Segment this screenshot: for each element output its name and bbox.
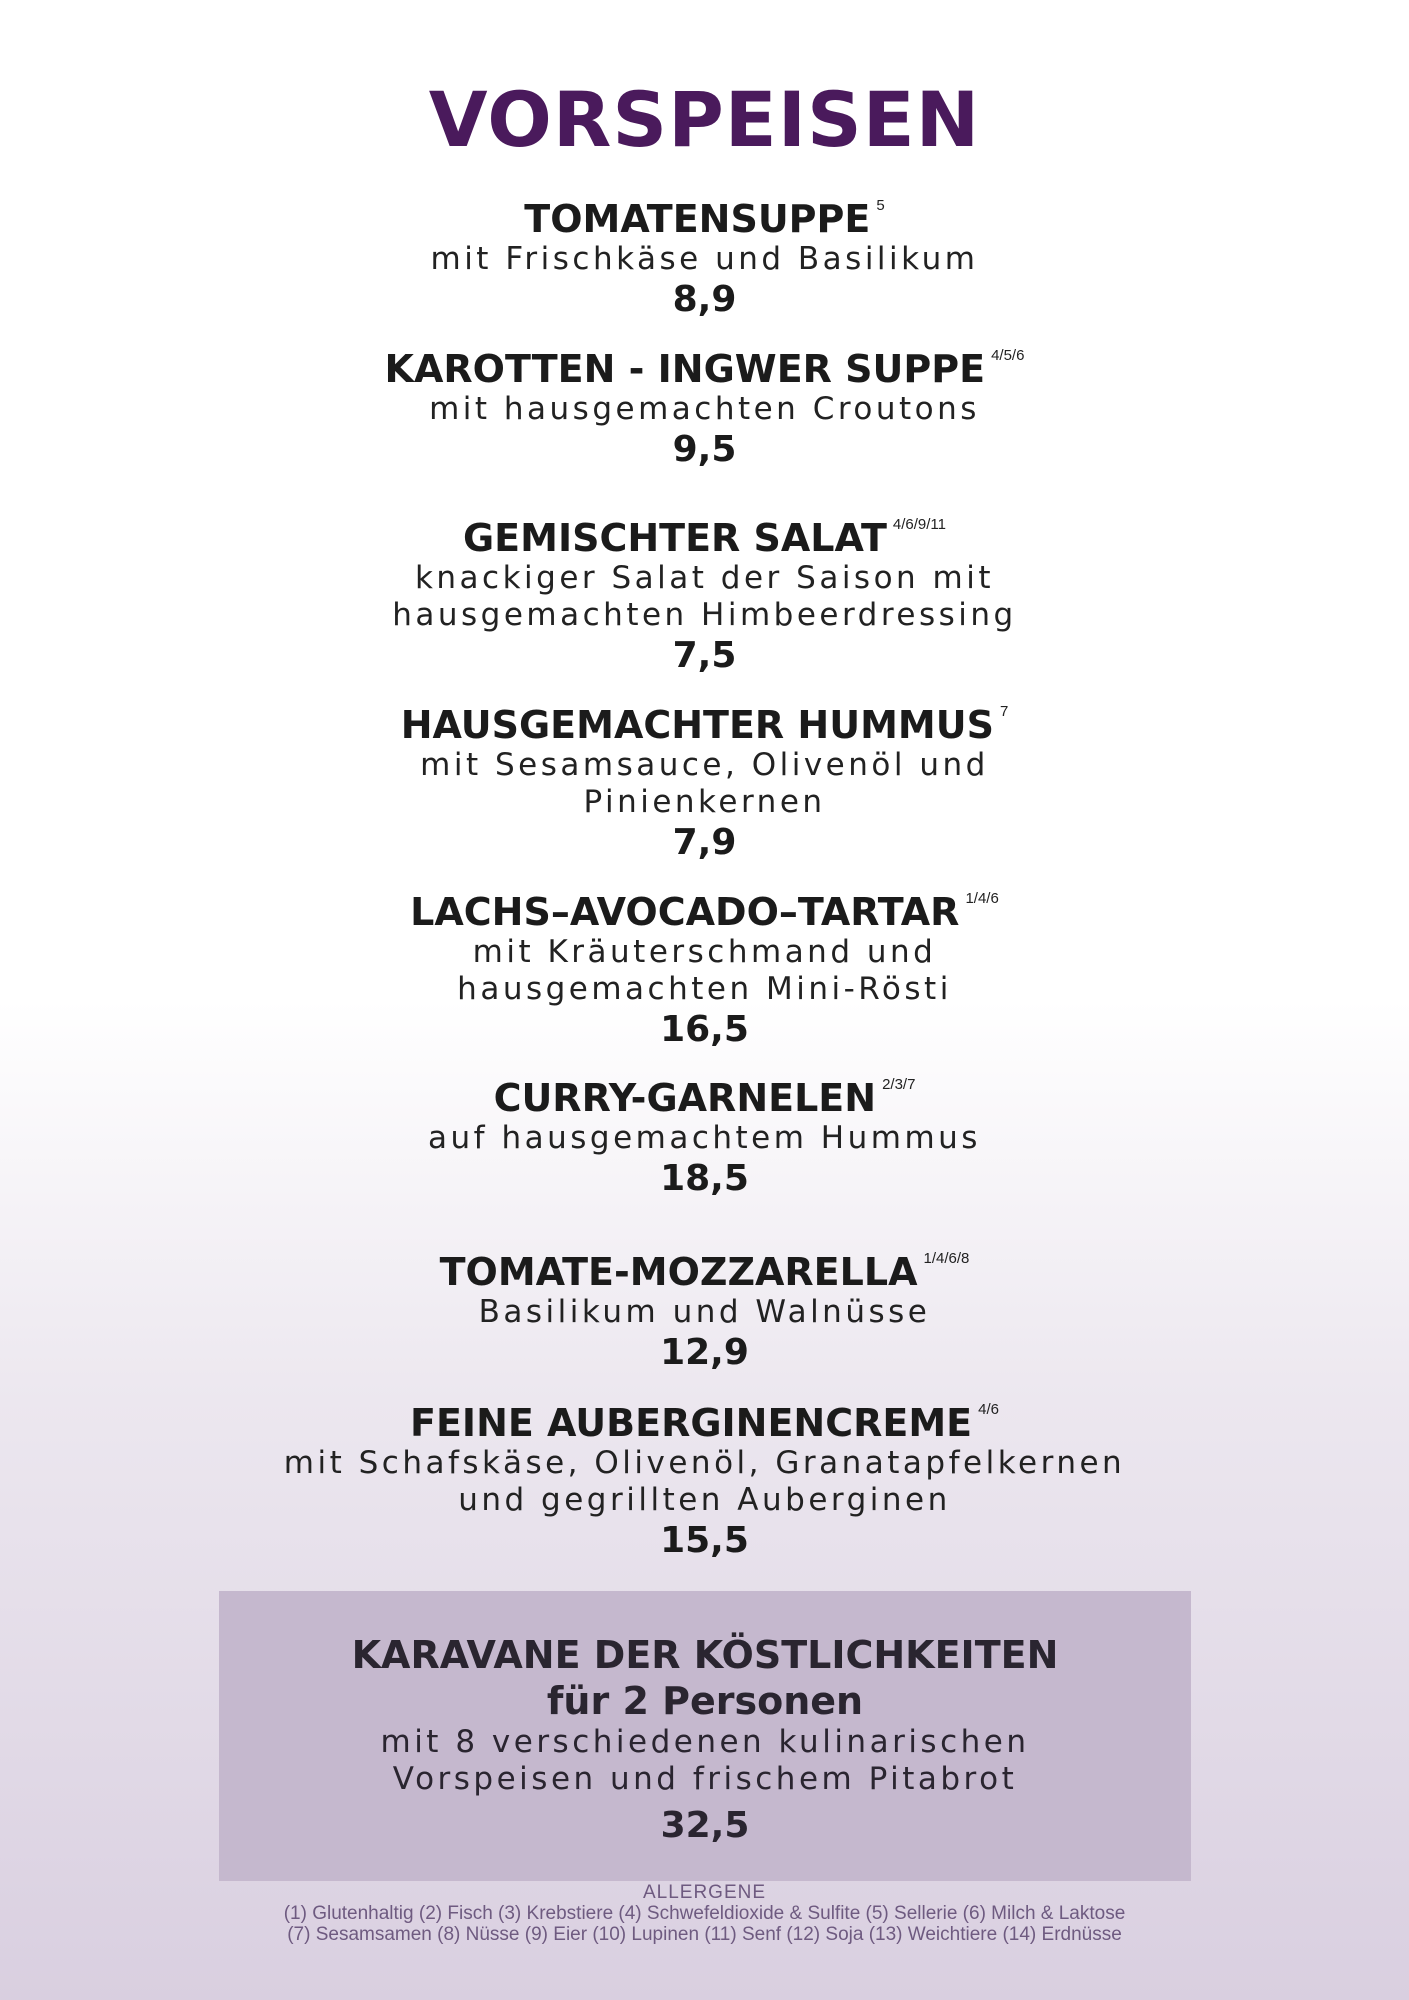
item-description: auf hausgemachtem Hummus [428, 1120, 981, 1156]
allergen-codes: 4/6 [978, 1401, 999, 1418]
item-name: HAUSGEMACHTER HUMMUS $^7$ [400, 703, 1009, 747]
item-price: 18,5 [660, 1158, 749, 1199]
item-price: 8,9 [672, 279, 737, 320]
item-description: mit Frischkäse und Basilikum [430, 241, 979, 277]
menu-item-lachs-avocado-tartar [0, 877, 1409, 1052]
special-offer [219, 1632, 1191, 1848]
special-name: KARAVANE DER KÖSTLICHKEITEN [351, 1633, 1059, 1677]
item-name: LACHS–AVOCADO–TARTAR $^{1/4/6}$ [410, 890, 999, 934]
allergen-heading: ALLERGENE [642, 1882, 767, 1903]
item-description-line: hausgemachten Mini-Rösti [457, 971, 952, 1007]
menu-item-feine-auberginencreme [0, 1388, 1409, 1563]
item-name: TOMATE-MOZZARELLA $^{1/4/6/8}$ [439, 1250, 970, 1294]
menu-item-tomatensuppe [0, 184, 1409, 322]
item-name: GEMISCHTER SALAT $^{4/6/9/11}$ [462, 516, 946, 560]
page-title: VORSPEISEN [428, 75, 981, 164]
allergen-codes: 1/4/6/8 [923, 1250, 970, 1267]
special-subtitle: für 2 Personen [546, 1679, 864, 1723]
item-description-line: und gegrillten Auberginen [458, 1482, 951, 1518]
special-price: 32,5 [660, 1805, 750, 1846]
item-price: 16,5 [660, 1009, 749, 1050]
allergen-codes: 4/6/9/11 [892, 516, 946, 533]
item-price: 7,9 [672, 822, 737, 863]
menu-item-curry-garnelen [0, 1063, 1409, 1201]
item-description-line: mit Sesamsauce, Olivenöl und [420, 747, 989, 783]
item-name: KAROTTEN - INGWER SUPPE $^{4/5/6}$ [384, 347, 1025, 391]
menu-item-gemischter-salat [0, 503, 1409, 678]
menu-item-karotten-ingwer-suppe [0, 334, 1409, 472]
item-description-line: mit Schafskäse, Olivenöl, Granatapfelkernen [283, 1445, 1126, 1481]
item-name: FEINE AUBERGINENCREME $^{4/6}$ [410, 1401, 999, 1445]
special-description-line: Vorspeisen und frischem Pitabrot [392, 1761, 1018, 1797]
item-description: Basilikum und Walnüsse [478, 1294, 931, 1330]
special-description-line: mit 8 verschiedenen kulinarischen [380, 1724, 1030, 1760]
item-name: CURRY-GARNELEN $^{2/3/7}$ [493, 1076, 916, 1120]
item-description-line: knackiger Salat der Saison mit [414, 560, 995, 596]
allergen-codes: 5 [876, 197, 885, 214]
item-price: 9,5 [672, 429, 737, 470]
allergen-codes: 4/5/6 [991, 347, 1025, 364]
menu-item-hummus [0, 690, 1409, 865]
allergen-codes: 2/3/7 [882, 1076, 916, 1093]
allergen-codes: 1/4/6 [965, 890, 999, 907]
item-description-line: hausgemachten Himbeerdressing [392, 597, 1017, 633]
allergen-line: (1) Glutenhaltig (2) Fisch (3) Krebstiere (4) Schwefeldioxide & Sulfite (5) Sellerie (6) Milch & Laktose [283, 1903, 1126, 1924]
item-description-line: mit Kräuterschmand und [472, 934, 937, 970]
item-price: 7,5 [672, 635, 737, 676]
menu-item-tomate-mozzarella [0, 1237, 1409, 1375]
allergen-legend [0, 1882, 1409, 1945]
allergen-line: (7) Sesamsamen (8) Nüsse (9) Eier (10) Lupinen (11) Senf (12) Soja (13) Weichtiere (14) Erdnüsse [287, 1924, 1122, 1945]
allergen-codes: 7 [999, 703, 1009, 720]
item-description-line: Pinienkernen [583, 784, 826, 820]
item-name: TOMATENSUPPE $^5$ [524, 197, 885, 241]
item-description: mit hausgemachten Croutons [429, 391, 980, 427]
item-price: 12,9 [660, 1332, 749, 1373]
item-price: 15,5 [660, 1520, 749, 1561]
